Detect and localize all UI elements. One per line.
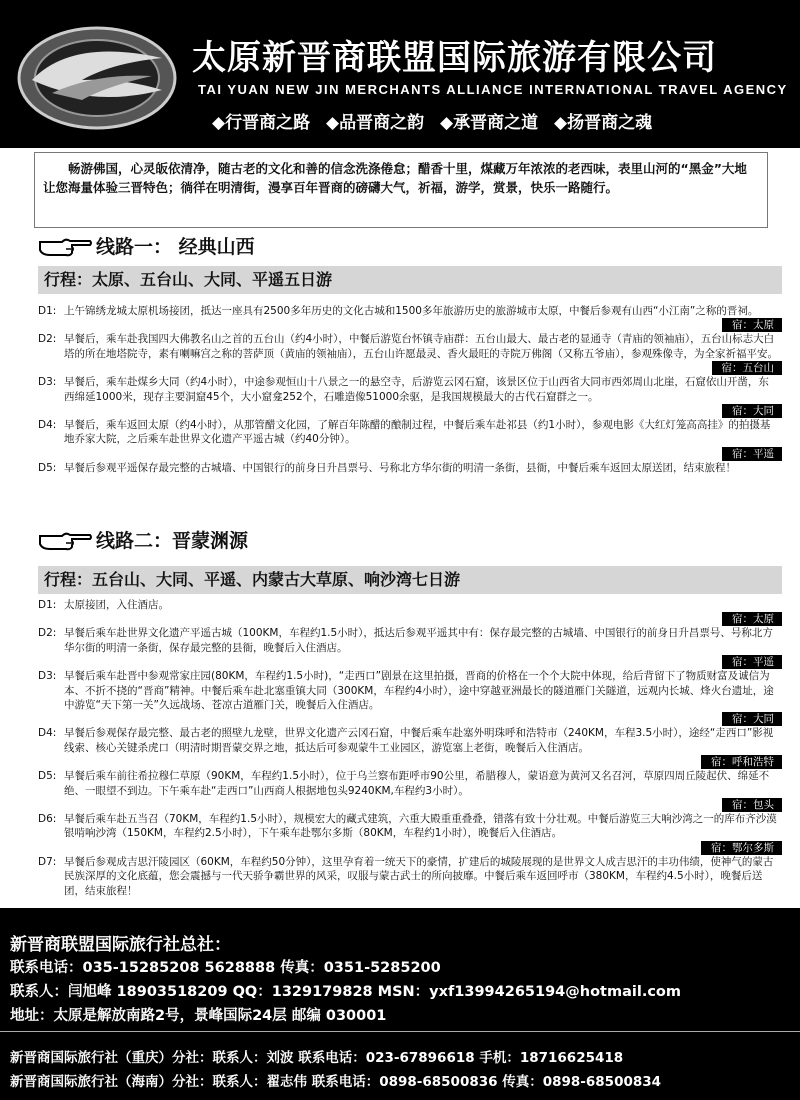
stay-row bbox=[38, 755, 782, 769]
company-name-cn: 太原新晋商联盟国际旅游有限公司 bbox=[192, 38, 717, 78]
route2-title-text: 线路二：晋蒙渊源 bbox=[96, 530, 249, 552]
stay-row bbox=[38, 841, 782, 855]
overnight-badge: 宿：平遥 bbox=[722, 447, 782, 461]
footer-phone: 联系电话：035-15285208 5628888 传真：0351-5285200 bbox=[10, 960, 441, 976]
route1-days bbox=[38, 304, 782, 475]
day-row bbox=[38, 726, 782, 755]
overnight-badge: 宿：呼和浩特 bbox=[701, 755, 782, 769]
pointing-hand-icon bbox=[38, 528, 92, 552]
overnight-badge: 宿：包头 bbox=[722, 798, 782, 812]
day-description: 早餐后乘车赴世界文化遗产平遥古城（100KM，车程约1.5小时），抵达后参观平遥其中有：保存最完整的古城墙、中国银行的前身日升昌票号、号称北方华尔街的明清一条街，保存最完整的县衙，晚餐后入住酒店。 bbox=[64, 627, 773, 654]
day-row bbox=[38, 669, 782, 712]
day-description: 早餐后参观平遥保存最完整的古城墙、中国银行的前身日升昌票号、号称北方华尔街的明清一条街，县衙，中餐后乘车返回太原送团，结束旅程！ bbox=[64, 461, 736, 474]
route2-title bbox=[38, 526, 248, 553]
footer-branch-hainan: 新晋商国际旅行社（海南）分社：联系人：翟志伟 联系电话：0898-68500836 传真：0898-68500834 bbox=[10, 1074, 662, 1090]
day-label: D4: bbox=[38, 727, 57, 740]
day-label: D5: bbox=[38, 461, 57, 474]
stay-row bbox=[38, 361, 782, 375]
company-logo bbox=[12, 18, 182, 138]
day-label: D2: bbox=[38, 333, 57, 346]
overnight-badge: 宿：平遥 bbox=[722, 655, 782, 669]
day-row bbox=[38, 598, 782, 612]
day-description: 早餐后乘车前往希拉穆仁草原（90KM，车程约1.5小时），位于乌兰察布距呼市90公里，希腊穆人，蒙语意为黄河又名召河，草原四周丘陵起伏、绵延不绝、一眼望不到边。下午乘车赴“走西口”山西商人根据地包头9240KM,车程约3小时）。 bbox=[64, 770, 770, 797]
route2-itinerary: 行程：五台山、大同、平遥、内蒙古大草原、响沙湾七日游 bbox=[38, 566, 782, 594]
pointing-hand-icon bbox=[38, 234, 92, 258]
day-label: D3: bbox=[38, 670, 57, 683]
day-row bbox=[38, 855, 782, 898]
route2-days bbox=[38, 598, 782, 898]
overnight-badge: 宿：鄂尔多斯 bbox=[701, 841, 782, 855]
day-description: 早餐后乘车赴五当召（70KM，车程约1.5小时），规模宏大的藏式建筑，六重大殿重重叠叠，错落有致十分壮观。中餐后游览三大响沙湾之一的库布齐沙漠银啃响沙湾（150KM，车程约2.5小时），下午乘车赴鄂尔多斯（80KM，车程约1小时），晚餐后入住酒店。 bbox=[64, 813, 777, 840]
day-description: 太原接团，入住酒店。 bbox=[64, 599, 169, 611]
stay-row bbox=[38, 612, 782, 626]
stay-row bbox=[38, 447, 782, 461]
overnight-badge: 宿：五台山 bbox=[712, 361, 783, 375]
route1-itinerary: 行程：太原、五台山、大同、平遥五日游 bbox=[38, 266, 782, 294]
stay-row bbox=[38, 404, 782, 418]
day-description: 早餐后，乘车返回太原（约4小时），从那管醋文化园，了解百年陈醋的酿制过程，中餐后乘车赴祁县（约1小时），参观电影《大红灯笼高高挂》的拍摄基地乔家大院，之后乘车赴世界文化遗产平遥古城（约40分钟）。 bbox=[64, 419, 771, 446]
stay-row bbox=[38, 798, 782, 812]
slogan-1: ◆行晋商之路 bbox=[212, 113, 311, 133]
footer-branch-chongqing: 新晋商国际旅行社（重庆）分社：联系人：刘波 联系电话：023-67896618 手机：18716625418 bbox=[10, 1050, 624, 1066]
day-row bbox=[38, 332, 782, 361]
company-name-en: TAI YUAN NEW JIN MERCHANTS ALLIANCE INTERNATIONAL TRAVEL AGENCY bbox=[198, 82, 788, 97]
day-row bbox=[38, 461, 782, 475]
day-label: D5: bbox=[38, 770, 57, 783]
footer-contact-person: 联系人：闫旭峰 18903518209 QQ：1329179828 MSN：yxf13994265194@hotmail.com bbox=[10, 984, 681, 1000]
slogans bbox=[212, 108, 662, 133]
footer-divider bbox=[0, 1031, 800, 1032]
header-banner bbox=[0, 0, 800, 148]
day-description: 早餐后参观保存最完整、最古老的照壁九龙壁，世界文化遗产云冈石窟，中餐后乘车赴塞外明珠呼和浩特市（240KM，车程3.5小时），途经“走西口”影视线索、核心关键杀虎口（明清时期晋蒙交界之地，抵达后可参观蒙牛工业园区，游览塞上老街，晚餐后入住酒店。 bbox=[64, 727, 774, 754]
day-row bbox=[38, 812, 782, 841]
footer-title: 新晋商联盟国际旅行社总社： bbox=[10, 935, 231, 955]
slogan-4: ◆扬晋商之魂 bbox=[554, 113, 653, 133]
overnight-badge: 宿：大同 bbox=[722, 404, 782, 418]
stay-row bbox=[38, 712, 782, 726]
day-row bbox=[38, 769, 782, 798]
day-label: D1: bbox=[38, 599, 57, 611]
day-description: 早餐后乘车赴晋中参观常家庄园(80KM，车程约1.5小时)，“走西口”剧景在这里拍摄，晋商的价格在一个个大院中体现，给后背留下了物质财富及诚信为本、不折不挠的“晋商”精神。中餐后乘车赴北塞重镇大同（300KM，车程约4小时），途中穿越亚洲最长的隧道雁门关隧道，远观内长城、烽火台遗址，途中游览“天下第一关”久远战场、苍凉古道雁门关，晚餐后入住酒店。 bbox=[64, 670, 774, 712]
intro-paragraph: 畅游佛国，心灵皈依清净，随古老的文化和善的信念洗涤倦怠；醋香十里，煤藏万年浓浓的老西味，表里山河的“黑金”大地让您海量体验三晋特色；徜徉在明清街，漫享百年晋商的磅礴大气，祈福，游学，赏景，快乐一路随行。 bbox=[34, 152, 768, 228]
day-description: 上午锦绣龙城太原机场接团，抵达一座具有2500多年历史的文化古城和1500多年旅游历史的旅游城市太原，中餐后参观有山西“小江南”之称的晋祠。 bbox=[64, 305, 759, 317]
day-row bbox=[38, 304, 782, 318]
stay-row bbox=[38, 655, 782, 669]
day-label: D2: bbox=[38, 627, 57, 640]
day-description: 早餐后，乘车赴煤乡大同（约4小时），中途参观恒山十八景之一的悬空寺，后游览云冈石窟，该景区位于山西省大同市西郊周山北崖，石窟依山开凿，东西绵延1000米，现存主要洞窟45个，大小窟龛252个，石雕造像51000余驱，是我国规模最大的古代石窟群之一。 bbox=[64, 376, 769, 403]
slogan-3: ◆承晋商之道 bbox=[440, 113, 539, 133]
overnight-badge: 宿：大同 bbox=[722, 712, 782, 726]
overnight-badge: 宿：太原 bbox=[722, 612, 782, 626]
day-label: D6: bbox=[38, 813, 57, 826]
day-label: D4: bbox=[38, 419, 57, 432]
route1-title bbox=[38, 232, 255, 259]
day-row bbox=[38, 418, 782, 447]
slogan-2: ◆品晋商之韵 bbox=[326, 113, 425, 133]
day-label: D3: bbox=[38, 376, 57, 389]
overnight-badge: 宿：太原 bbox=[722, 318, 782, 332]
day-label: D1: bbox=[38, 305, 57, 317]
day-description: 早餐后参观成吉思汗陵园区（60KM，车程约50分钟），这里孕育着一统天下的豪情，扩建后的城陵展现的是世界文人成吉思汗的丰功伟绩，使神气的蒙古民族深厚的文化底蕴，您会震撼与一代天骄争霸世界的风采，叹服与蒙古武士的所向披靡。中餐后乘车返回呼市（380KM，车程约4.5小时），晚餐后送团，结束旅程！ bbox=[64, 855, 774, 897]
day-description: 早餐后，乘车赴我国四大佛教名山之首的五台山（约4小时），中餐后游览台怀镇寺庙群：五台山最大、最古老的显通寺（青庙的领袖庙），五台山标志大白塔的所在地塔院寺，素有喇嘛宫之称的菩萨顶（黄庙的领袖庙），五台山许愿最灵、香火最旺的寺院万佛阁（又称五爷庙），参观殊像寺，为全家祈福平安。 bbox=[64, 333, 778, 360]
day-label: D7: bbox=[38, 855, 57, 868]
stay-row bbox=[38, 318, 782, 332]
route1-title-text: 线路一： 经典山西 bbox=[96, 236, 255, 258]
day-row bbox=[38, 626, 782, 655]
day-row bbox=[38, 375, 782, 404]
footer-address: 地址：太原是解放南路2号，景峰国际24层 邮编 030001 bbox=[10, 1008, 387, 1024]
